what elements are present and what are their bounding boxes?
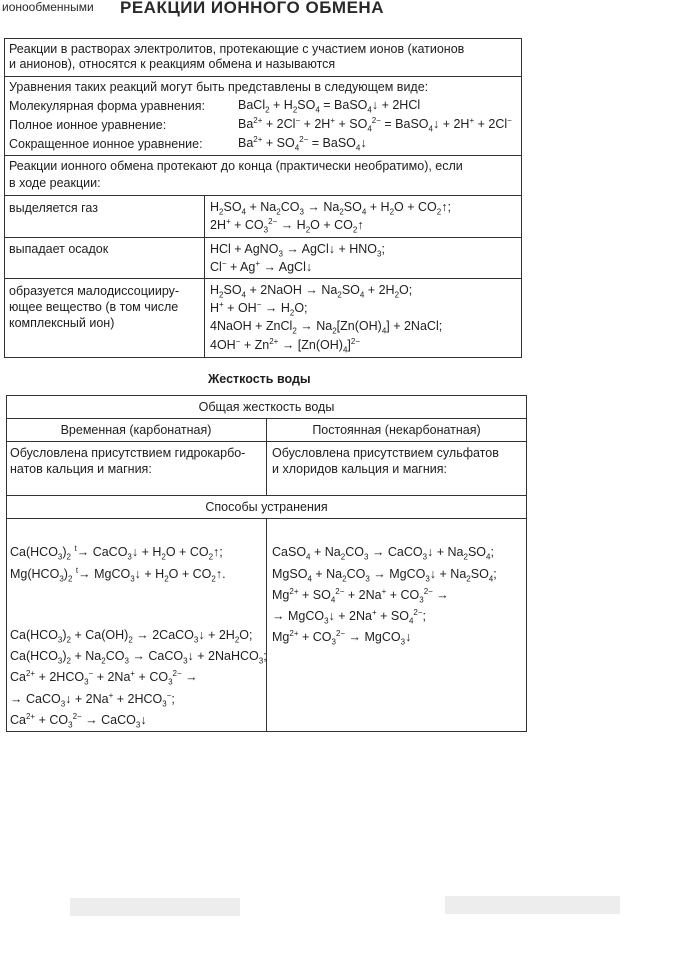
- condition-formula: $H_2SO_4$ + 2NaOH → $Na_2SO_4 + 2H_2O$;: [210, 283, 413, 300]
- divider: [4, 237, 522, 238]
- forms-intro: Уравнения таких реакций могут быть представлены в следующем виде:: [9, 80, 429, 94]
- condition-label: выделяется газ: [9, 201, 98, 215]
- completion-intro: в ходе реакции:: [9, 176, 101, 190]
- scan-artifact: [445, 896, 620, 914]
- form-label: Молекулярная форма уравнения:: [9, 99, 206, 113]
- form-label: Полное ионное уравнение:: [9, 118, 167, 132]
- completion-intro: Реакции ионного обмена протекают до конца (практически необратимо), если: [9, 159, 463, 173]
- permanent-removal-formula: $Mg^{2+} + CO_3^{2-}$ → MgCO$_3$↓: [272, 628, 412, 647]
- form-label: Сокращенное ионное уравнение:: [9, 137, 203, 151]
- form-formula: BaCl$_2$ + $H_2SO_4$ = BaSO$_4$↓ + 2HCl: [238, 98, 421, 115]
- header-tag: ионообменными: [2, 0, 94, 14]
- divider: [266, 518, 267, 732]
- permanent-removal-formula: $Mg^{2+} + SO_4^{2-} + 2Na^+ + CO_3^{2-}$ →: [272, 586, 449, 605]
- temporary-removal-formula: $Ca(HCO_3)_2 + Na_2CO_3$ → CaCO$_3$↓ + 2NaHCO$_3$;: [10, 649, 267, 666]
- divider: [4, 278, 522, 279]
- divider: [4, 195, 522, 196]
- page-title: РЕАКЦИИ ИОННОГО ОБМЕНА: [120, 0, 384, 17]
- condition-formula: Cl− + Ag+ → AgCl↓: [210, 258, 313, 274]
- condition-label: выпадает осадок: [9, 242, 109, 256]
- form-formula: $Ba^{2+} + 2Cl^- + 2H^+ + SO_4^{2-}$ = BaSO$_4$↓ + 2H+ + 2Cl−: [238, 115, 512, 134]
- definition-line: Реакции в растворах электролитов, протекающие с участием ионов (катионов: [9, 42, 465, 56]
- permanent-removal-formula: MgSO$_4$ + $Na_2CO_3$ → MgCO$_3$↓ + $Na_2SO_4$;: [272, 567, 497, 584]
- permanent-description: Обусловлена присутствием сульфатов: [272, 446, 499, 460]
- condition-formula: 4NaOH + ZnCl$_2$ → $Na_2[Zn(OH)_4]$ + 2NaCl;: [210, 319, 443, 336]
- divider: [4, 155, 522, 156]
- divider: [6, 495, 527, 496]
- condition-label: ющее вещество (в том числе: [9, 300, 179, 314]
- removal-methods-label: Способы устранения: [205, 500, 328, 514]
- temporary-removal-formula: $Ca(HCO_3)_2 + Ca(OH)_2$ → 2CaCO$_3$↓ + $2H_2O$;: [10, 628, 253, 645]
- condition-label: образуется малодиссоцииру-: [9, 284, 180, 298]
- condition-label: комплексный ион): [9, 316, 115, 330]
- condition-formula: $2H^+ + CO_3^{2-} \to H_2O$ + $CO_2↑$: [210, 216, 364, 235]
- condition-formula: HCl + AgNO$_3$ → AgCl↓ + $HNO_3$;: [210, 242, 385, 259]
- scan-artifact: [70, 898, 240, 916]
- temporary-description: натов кальция и магния:: [10, 462, 152, 476]
- permanent-removal-formula: → MgCO$_3$↓ + $2Na^+ + SO_4^{2-}$;: [272, 607, 427, 626]
- divider: [204, 195, 205, 358]
- permanent-removal-formula: CaSO$_4$ + $Na_2CO_3$ → CaCO$_3$↓ + $Na_2SO_4$;: [272, 545, 494, 562]
- definition-line: и анионов), относятся к реакциям обмена и называются: [9, 57, 336, 71]
- hardness-title: Жесткость воды: [208, 372, 311, 386]
- total-hardness-label: Общая жесткость воды: [198, 400, 335, 414]
- temporary-removal-formula: $Mg(HCO_3)_2$ $^t$→ MgCO$_3$↓ + $H_2O$ + $CO_2↑$.: [10, 565, 226, 584]
- temporary-removal-formula: $Ca(HCO_3)_2$ $^t$→ CaCO$_3$↓ + $H_2O$ + $CO_2↑$;: [10, 543, 223, 562]
- temporary-hardness-label: Временная (карбонатная): [60, 423, 212, 437]
- condition-formula: $H_2SO_4 + Na_2CO_3 \to Na_2SO_4 + H_2O$ + $CO_2↑$;: [210, 200, 451, 217]
- temporary-removal-formula: → CaCO$_3$↓ + $2Na^+ + 2HCO_3^-$;: [10, 690, 175, 709]
- temporary-removal-formula: $Ca^{2+} + 2HCO_3^- + 2Na^+ + CO_3^{2-}$ →: [10, 668, 198, 687]
- condition-formula: $4OH^- + Zn^{2+} \to [Zn(OH)_4]^{2-}$: [210, 336, 360, 355]
- divider: [4, 76, 522, 77]
- permanent-description: и хлоридов кальция и магния:: [272, 462, 447, 476]
- permanent-hardness-label: Постоянная (некарбонатная): [312, 423, 481, 437]
- condition-formula: $H^+ + OH^- \to H_2O$;: [210, 299, 308, 318]
- form-formula: $Ba^{2+} + SO_4^{2-}$ = BaSO$_4$↓: [238, 134, 367, 153]
- temporary-description: Обусловлена присутствием гидрокарбо-: [10, 446, 246, 460]
- temporary-removal-formula: $Ca^{2+} + CO_3^{2-}$ → CaCO$_3$↓: [10, 711, 147, 730]
